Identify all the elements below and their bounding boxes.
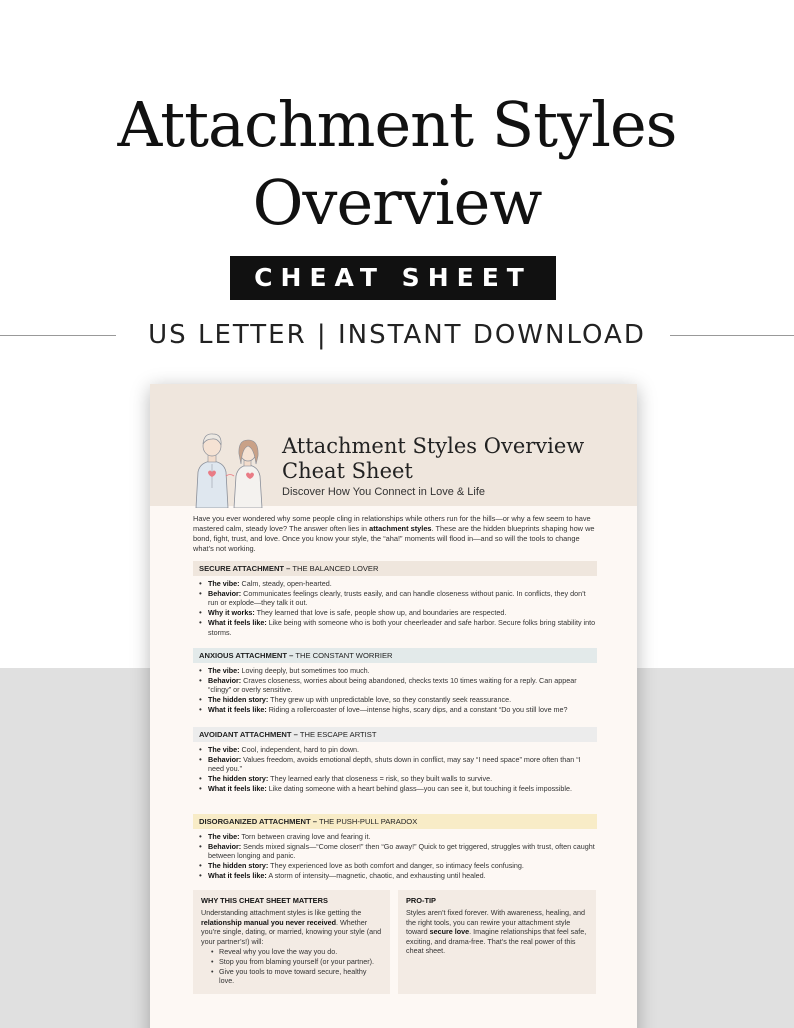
section-list <box>193 832 597 881</box>
intro-text-start: Have you ever wondered why some people cling in relationships while others run for the hills—or why a few seem to have mastered calm, steady love? The answer often lies in <box>193 514 591 533</box>
item-text: Like being with someone who is both your cheerleader and safe harbor. Secure folks bring stability into storms. <box>208 618 596 637</box>
list-item <box>199 861 597 870</box>
section-heading-bold: ANXIOUS ATTACHMENT – <box>199 651 294 660</box>
tip-text-end: . Imagine relationships that feel safe, exciting, and drama-free. That’s the real power of this cheat sheet. <box>406 927 587 956</box>
list-item <box>199 745 597 754</box>
item-label: The vibe: <box>208 832 240 841</box>
item-text: Calm, steady, open-hearted. <box>239 579 332 588</box>
item-label: Behavior: <box>208 675 242 685</box>
item-label: Why it works: <box>208 608 255 618</box>
format-subline: US LETTER | INSTANT DOWNLOAD <box>148 320 646 350</box>
section-heading-rest: THE PUSH-PULL PARADOX <box>316 817 418 826</box>
section-heading <box>193 561 597 576</box>
list-item: • Reveal why you love the way you do. <box>211 947 382 957</box>
list-item <box>199 579 597 588</box>
list-item <box>199 676 597 695</box>
why-text-bold: relationship manual you never received <box>201 917 337 927</box>
why-text-start: Understanding attachment styles is like getting the <box>201 908 362 917</box>
hero-title <box>0 86 794 242</box>
list-item <box>199 774 597 783</box>
intro-text-end: . These are the hidden blueprints shaping how we bond, fight, trust, and love. Once you know your style, the “aha!” moments will flood in—and so will the tools to change what’s not working. <box>193 524 595 553</box>
section-heading-rest: THE CONSTANT WORRIER <box>293 651 393 660</box>
hero-title-line1: Attachment Styles <box>117 88 677 161</box>
tip-text-bold: secure love <box>429 927 470 937</box>
item-label: What it feels like: <box>208 618 267 628</box>
list-item <box>199 695 597 704</box>
why-box-text <box>201 908 382 946</box>
list-item <box>199 618 597 637</box>
list-item <box>199 608 597 617</box>
item-text: Craves closeness, worries about being abandoned, checks texts 10 times waiting for a reply. Can appear “clingy” or overly sensitive. <box>208 675 577 695</box>
pro-tip-text <box>406 908 588 956</box>
section-disorganized <box>193 814 597 881</box>
item-label: Behavior: <box>208 841 242 851</box>
item-text: They learned early that closeness = risk, so they built walls to survive. <box>268 774 493 784</box>
intro-paragraph <box>193 514 598 554</box>
list-item <box>199 589 597 608</box>
item-text: Values freedom, avoids emotional depth, shuts down in conflict, may say “I need space” more often than “I need you.” <box>208 754 581 774</box>
item-label: The vibe: <box>208 745 240 754</box>
document-title-line1: Attachment Styles Overview <box>282 434 585 458</box>
section-secure <box>193 561 597 637</box>
item-label: The hidden story: <box>208 774 269 784</box>
section-anxious <box>193 648 597 715</box>
section-heading-bold: SECURE ATTACHMENT – <box>199 564 291 573</box>
item-text: They learned that love is safe, people show up, and boundaries are respected. <box>254 608 507 618</box>
document-title-line2: Cheat Sheet <box>282 459 413 483</box>
item-text: Communicates feelings clearly, trusts easily, and can handle closeness without panic. In conflicts, they don’t run or explode—they talk it out. <box>208 588 586 608</box>
list-item <box>199 842 597 861</box>
section-heading <box>193 727 597 742</box>
section-heading-rest: THE BALANCED LOVER <box>290 564 379 573</box>
pro-tip-box <box>398 890 596 994</box>
item-label: What it feels like: <box>208 784 267 794</box>
list-item: • Stop you from blaming yourself (or your partner). <box>211 957 382 967</box>
hero-title-line2: Overview <box>252 166 542 239</box>
item-text: Loving deeply, but sometimes too much. <box>239 666 370 675</box>
section-heading <box>193 648 597 663</box>
item-label: Behavior: <box>208 588 242 598</box>
item-label: The vibe: <box>208 666 240 675</box>
list-item <box>199 784 597 793</box>
item-label: The hidden story: <box>208 695 269 705</box>
tip-text-start: Styles aren’t fixed forever. With awareness, healing, and the right tools, you can rewire your attachment style toward <box>406 908 585 937</box>
section-heading-bold: DISORGANIZED ATTACHMENT – <box>199 817 317 826</box>
list-item <box>199 755 597 774</box>
couple-illustration-icon <box>188 428 274 508</box>
section-heading <box>193 814 597 829</box>
section-avoidant <box>193 727 597 794</box>
section-heading-bold: AVOIDANT ATTACHMENT – <box>199 730 298 739</box>
item-text: Torn between craving love and fearing it. <box>239 832 371 841</box>
why-box-list <box>201 947 382 985</box>
intro-text-bold: attachment styles <box>369 524 432 533</box>
item-label: Behavior: <box>208 754 242 764</box>
item-text: A storm of intensity—magnetic, chaotic, and exhausting until healed. <box>266 871 486 881</box>
item-text: Sends mixed signals—“Come closer!” then “Go away!” Quick to get triggered, struggles with trust, often caught between longing and panic. <box>208 841 595 861</box>
item-text: Riding a rollercoaster of love—intense highs, scary dips, and a constant “Do you still love me? <box>266 705 568 715</box>
why-text-end: . Whether you’re single, dating, or married, knowing your style (and your partner’s!) will: <box>201 917 382 946</box>
section-list <box>193 579 597 637</box>
pro-tip-title: PRO-TIP <box>406 896 436 905</box>
why-box <box>193 890 390 994</box>
item-label: What it feels like: <box>208 705 267 715</box>
cheat-sheet-badge: CHEAT SHEET <box>230 256 556 300</box>
list-item <box>199 666 597 675</box>
item-label: The vibe: <box>208 579 240 588</box>
section-list <box>193 745 597 794</box>
item-text: Cool, independent, hard to pin down. <box>239 745 360 754</box>
section-list <box>193 666 597 715</box>
why-box-title: WHY THIS CHEAT SHEET MATTERS <box>201 896 328 905</box>
list-item <box>199 832 597 841</box>
document-preview <box>150 384 637 1028</box>
document-title <box>282 434 622 484</box>
document-subtitle: Discover How You Connect in Love & Life <box>282 486 486 498</box>
item-text: Like dating someone with a heart behind glass—you can see it, but touching it feels impossible. <box>266 784 572 794</box>
list-item <box>199 705 597 714</box>
item-text: They experienced love as both comfort and danger, so intimacy feels confusing. <box>268 861 524 871</box>
list-item <box>199 871 597 880</box>
item-label: What it feels like: <box>208 871 267 881</box>
section-heading-rest: THE ESCAPE ARTIST <box>297 730 377 739</box>
item-text: They grew up with unpredictable love, so they constantly seek reassurance. <box>268 695 512 705</box>
item-label: The hidden story: <box>208 861 269 871</box>
list-item: • Give you tools to move toward secure, healthy love. <box>211 967 382 986</box>
